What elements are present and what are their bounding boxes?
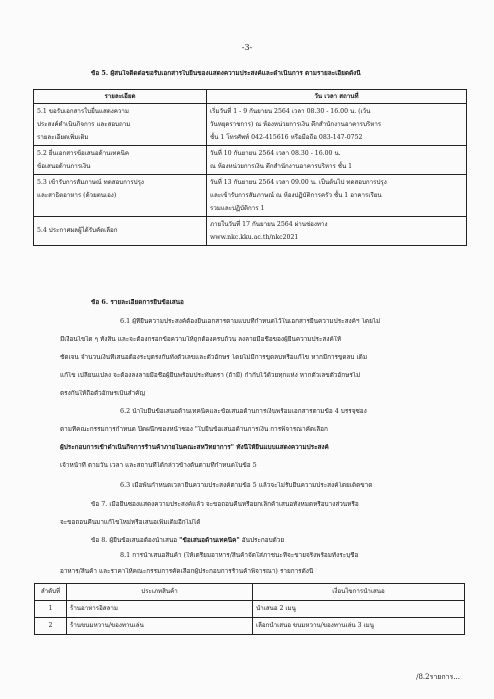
url-text: www.nkc.kku.ac.th/nkc2021 [210, 234, 299, 241]
para-6-1-line: ตรงกันให้ถือตัวอักษรเป็นสำคัญ [60, 390, 145, 397]
row-detail-line: รายละเอียดเพิ่มเติม [37, 134, 89, 141]
goods-table-header [35, 584, 465, 601]
row-detail-line: ข้อเสนอด้านการเงิน [37, 163, 91, 170]
section-8-emphasis: "ข้อเสนอด้านเทคนิค" [179, 537, 240, 544]
row-when-line: วันที่ 13 กันยายน 2564 เวลา 09.00 น. เป็นต้นไป ทดสอบการปรุง [210, 179, 387, 186]
schedule-table-header [34, 90, 467, 104]
table-row [34, 104, 467, 146]
row-detail-line: ประสงค์ดำเนินกิจการ และสอบถาม [37, 121, 131, 128]
cell-condition: นำเสนอ 2 เมนู [253, 601, 465, 618]
header-condition: เงื่อนไขการนำเสนอ [253, 584, 465, 601]
row-when-line: วันหยุดราชการ) ณ ห้องหน่วยการเงิน ตึกสำนักงานอาคารบริหาร [210, 121, 382, 128]
table-row [35, 618, 465, 635]
cell-goods-type: ร้านอาหารอิสลาม [67, 601, 253, 618]
continuation-marker: /8.2รายการ... [416, 673, 460, 681]
para-6-2-line: ตามที่คณะกรรมการกำหนด ปิดผนึกซองหน้าซอง "ใบยื่นข้อเสนอด้านการเงิน การพิจารณาคัดเลือก [60, 426, 328, 433]
para-6-1-line: มีเงื่อนไขใด ๆ ทั้งสิ้น และจะต้องกรอกข้อความให้ถูกต้องครบถ้วน ลงลายมือชื่อของผู้ยื่นความประสงค์ให้ [60, 336, 342, 343]
page-number: -3- [241, 43, 253, 52]
row-when-line: วันที่ 10 กันยายน 2564 เวลา 08.30 - 16.00 น. [210, 150, 341, 157]
row-when-line: และเข้ารับการสัมภาษณ์ ณ ห้องปฏิบัติการครัว ชั้น 1 อาคารเรียน [210, 192, 382, 199]
para-6-2-line: 6.2 นำใบยื่นข้อเสนอด้านเทคนิคและข้อเสนอด้านการเงินพร้อมเอกสารตามข้อ 4 บรรจุซอง [120, 408, 367, 415]
section-8-heading [91, 537, 284, 543]
section-8-prefix: ข้อ 8. ผู้ยื่นข้อเสนอต้องนำเสนอ [91, 537, 180, 544]
para-6-1-line: ชัดเจน จำนวนเงินที่เสนอต้องระบุตรงกันทั้งตัวเลขและตัวอักษร โดยไม่มีการขูดลบหรือแก้ไข หากมีการขูดลบ เติม [60, 354, 368, 361]
cell-order: 1 [35, 601, 67, 618]
table-row [34, 217, 467, 246]
header-goods-type: ประเภทสินค้า [67, 584, 253, 601]
section-6-heading: ข้อ 6. รายละเอียดการยื่นข้อเสนอ [91, 299, 184, 306]
row-when-line: ชั้น 1 โทรศัพท์ 042-415616 หรือมือถือ 083-147-0752 [210, 134, 363, 141]
table-row [35, 601, 465, 618]
cell-goods-type: ร้านขนมหวาน/ของทานเล่น [67, 618, 253, 635]
row-when-line: เริ่มวันที่ 1 - 9 กันยายน 2564 เวลา 08.30 - 16.00 น. (เว้น [210, 108, 371, 115]
row-detail-line: 5.3 เข้ารับการสัมภาษณ์ ทดสอบการปรุง [37, 179, 144, 186]
para-6-2-line: เจ้าหน้าที่ ตามวัน เวลา และสถานที่ได้กล่าวข้างต้นตามที่กำหนดในข้อ 5 [60, 462, 257, 469]
table-row [34, 146, 467, 175]
row-when-line: ณ ห้องหน่วยการเงิน ตึกสำนักงานอาคารบริหาร ชั้น 1 [210, 163, 353, 170]
header-when-where: วัน เวลา สถานที่ [207, 90, 467, 104]
row-detail-line: 5.4 ประกาศผลผู้ได้รับคัดเลือก [37, 227, 118, 234]
para-6-1-line: 6.1 ผู้ที่ยื่นความประสงค์ต้องยื่นเอกสารตามแบบที่กำหนดไว้ในเอกสารยื่นความประสงค์ฯ โดยไม่ [120, 318, 381, 325]
section-7-line: ข้อ 7. เมื่อยื่นซองแสดงความประสงค์แล้ว จะขอถอนคืนหรือยกเลิกค้าเสนอทั้งหมดหรือบางส่วนหรือ [91, 501, 359, 508]
section-5-heading: ข้อ 5. ผู้สนใจติดต่อขอรับเอกสารใบยื่นของแสดงความประสงค์และดำเนินการ ตามรายละเอียดดังนี้ [91, 70, 361, 77]
row-detail-line: และสาธิตอาหาร (ด้วยตนเอง) [37, 192, 117, 199]
para-6-2-line: ผู้ประกอบการเข้าดำเนินกิจการร้านค้าภายในคณะสหวิทยาการ" ทั้งนี้ให้ยื่นแบบแสดงความประสงค์ [60, 444, 329, 451]
row-when-line: รวมและปฏิบัติการ 1 [210, 205, 265, 212]
para-6-1-line: แก้ไข เปลี่ยนแปลง จะต้องลงลายมือชื่อผู้ยื่นพร้อมประทับตรา (ถ้ามี) กำกับไว้ด้วยทุกแห่ง หากตัวเลขตัวอักษรไม่ [60, 372, 361, 379]
cell-condition: เลือกนำเสนอ ขนมหวาน/ของทานเล่น 3 เมนู [253, 618, 465, 635]
header-order: ลำดับที่ [35, 584, 67, 601]
row-detail-line: 5.1 ขอรับเอกสารใบยื่นแสดงความ [37, 108, 129, 115]
table-row [34, 175, 467, 217]
section-7-line: จะขอถอนคืนมาแก้ไขใหม่หรือเสนอเพิ่มเติมอีกไม่ได้ [60, 519, 201, 526]
header-detail: รายละเอียด [34, 90, 207, 104]
section-8-suffix: อันประกอบด้วย [239, 537, 285, 544]
row-when-line: ภายในวันที่ 17 กันยายน 2564 ผ่านช่องทาง [210, 221, 328, 228]
para-8-1-line: 8.1 การนำเสนอสินค้า (ให้เตรียมอาหาร/สินค้าจัดใส่ภาชนะที่จะขายจริงพร้อมทั้งระบุชื่อ [120, 552, 359, 559]
cell-order: 2 [35, 618, 67, 635]
goods-table [34, 583, 465, 635]
schedule-table [33, 89, 467, 246]
row-detail-line: 5.2 ยื่นเอกสารข้อเสนอด้านเทคนิค [37, 150, 130, 157]
para-8-1-line: อาหาร/สินค้า และราคาให้คณะกรรมการคัดเลือกผู้ประกอบการร้านค้าพิจารณา) รายการดังนี้ [60, 568, 314, 575]
para-6-3: 6.3 เมื่อพ้นกำหนดเวลายื่นความประสงค์ตามข้อ 5 แล้วจะไม่รับยื่นความประสงค์โดยเด็ดขาด [120, 482, 373, 489]
